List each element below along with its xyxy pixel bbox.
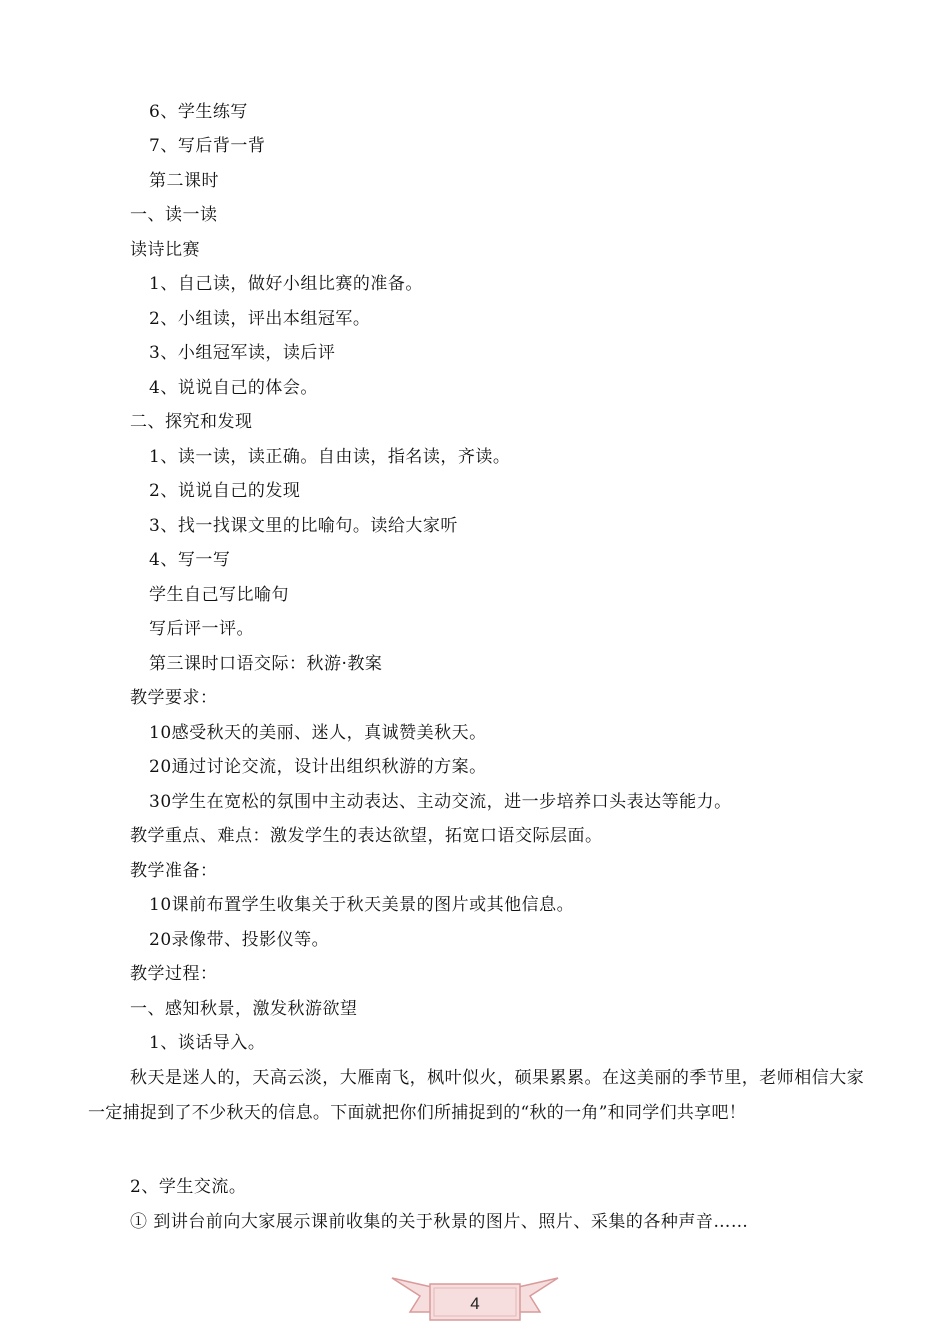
text-line: 教学要求：: [130, 688, 218, 708]
page-number: 4: [470, 1294, 480, 1313]
page-footer-ribbon: [390, 1272, 560, 1334]
text-line: 教学过程：: [130, 964, 218, 984]
section-heading: 一、读一读: [130, 205, 218, 225]
text-line: 10感受秋天的美丽、迷人，真诚赞美秋天。: [149, 723, 487, 743]
text-line: 1、读一读，读正确。自由读，指名读，齐读。: [149, 447, 511, 467]
text-line: 6、学生练写: [149, 102, 248, 122]
text-line: 1、谈话导入。: [149, 1033, 266, 1053]
text-line: 2、说说自己的发现: [149, 481, 301, 501]
text-line: 写后评一评。: [149, 619, 254, 639]
text-line: 教学重点、难点：激发学生的表达欲望，拓宽口语交际层面。: [130, 826, 603, 846]
text-line: 3、找一找课文里的比喻句。读给大家听: [149, 516, 458, 536]
text-line: ① 到讲台前向大家展示课前收集的关于秋景的图片、照片、采集的各种声音……: [130, 1212, 749, 1232]
section-heading: 一、感知秋景，激发秋游欲望: [130, 999, 358, 1019]
body-paragraph: 秋天是迷人的，天高云淡，大雁南飞，枫叶似火，硕果累累。在这美丽的季节里，老师相信大家一定捕捉到了不少秋天的信息。下面就把你们所捕捉到的“秋的一角”和同学们共享吧！: [88, 1068, 864, 1123]
section-heading: 第三课时口语交际：秋游·教案: [149, 654, 383, 674]
text-line: 2、小组读，评出本组冠军。: [149, 309, 371, 329]
text-line: 教学准备：: [130, 861, 218, 881]
text-line: 7、写后背一背: [149, 136, 266, 156]
text-line: 读诗比赛: [130, 240, 200, 260]
text-line: 4、说说自己的体会。: [149, 378, 318, 398]
section-heading: 二、探究和发现: [130, 412, 253, 432]
text-line: 3、小组冠军读，读后评: [149, 343, 336, 363]
text-line: 4、写一写: [149, 550, 231, 570]
text-line: 10课前布置学生收集关于秋天美景的图片或其他信息。: [149, 895, 575, 915]
text-line: 30学生在宽松的氛围中主动表达、主动交流，进一步培养口头表达等能力。: [149, 792, 732, 812]
section-heading: 第二课时: [149, 171, 219, 191]
text-line: 20录像带、投影仪等。: [149, 930, 330, 950]
text-line: 2、学生交流。: [130, 1177, 247, 1197]
text-line: 1、自己读，做好小组比赛的准备。: [149, 274, 423, 294]
text-line: 20通过讨论交流，设计出组织秋游的方案。: [149, 757, 487, 777]
text-line: 学生自己写比喻句: [149, 585, 289, 605]
